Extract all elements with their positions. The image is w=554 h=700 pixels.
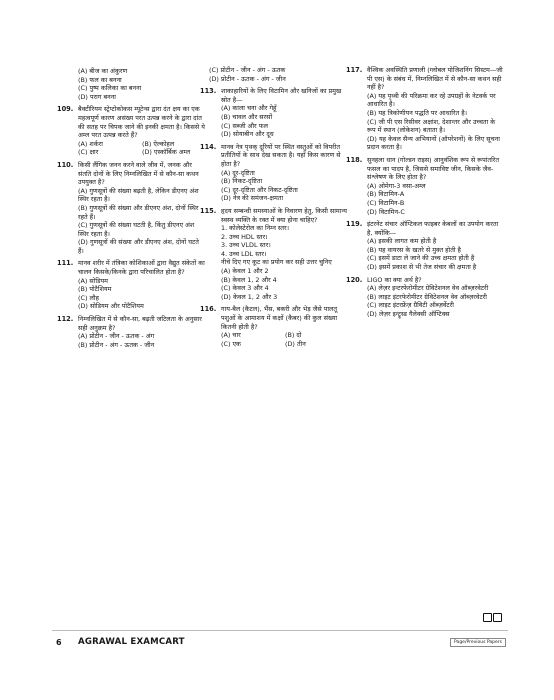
page-footer bbox=[52, 630, 508, 651]
option: (B) विटामिन-A bbox=[367, 190, 405, 199]
question-text: मानव शरीर में तंत्रिका कोशिकाओं द्वारा वैद्युत संकेतों का चालन किसके/किनके द्वारा परिचालित होता है? bbox=[78, 259, 205, 277]
question-118 bbox=[346, 155, 503, 216]
question-text: शाकाहारियों के लिए विटामिन और खनिजों का प्रमुख स्रोत है— bbox=[221, 87, 342, 104]
option: (D) नेत्र की समंजन-क्षमता bbox=[221, 194, 284, 203]
question-115 bbox=[200, 206, 349, 302]
statement: 4. उच्च LDL स्तर। bbox=[221, 249, 267, 258]
option: (C) गुणसूत्रों की संख्या घटती है, किंतु डीएनए अंश स्थिर रहता है। bbox=[78, 221, 195, 238]
option: (A) ओमेगा-3 वसा-अम्ल bbox=[367, 181, 426, 190]
option: (A) प्रोटीन - जीन - ऊतक - अंग bbox=[78, 332, 155, 341]
option: (C) पुष्प कलिका का बनना bbox=[78, 84, 142, 93]
option: (D) लेज़र इन्ट्रूस्ड गैलेक्सी ऑप्टिक्स bbox=[367, 310, 450, 319]
option: (C) प्रोटीन - जीन - अंग - ऊतक bbox=[209, 66, 286, 74]
option: (C) विटामिन-B bbox=[367, 198, 405, 207]
statement: 1. कोलेस्टेरोल का निम्न स्तर। bbox=[221, 224, 290, 233]
option: (A) शर्करा bbox=[78, 139, 103, 148]
question-text: सुनहला धान (गोल्डन राइस) आनुवंशिक रूप से रूपांतरित फसल का पादप है, जिससे समाविष्ट जीन, किसके जैव-संश्लेषण के लिए होता है? bbox=[367, 155, 499, 182]
option: (B) चावल और सरसों bbox=[221, 112, 273, 121]
option: (C) केवल 3 और 4 bbox=[221, 284, 269, 293]
option: (A) लेज़र इन्टरफेरोमीटर ग्रेविटेशनल वेव ऑब्ज़रवेटरी bbox=[367, 284, 489, 293]
option: (C) दूर-दृष्टिता और निकट-दृष्टिता bbox=[221, 185, 298, 194]
question-number: 109. bbox=[57, 105, 74, 114]
column-1 bbox=[57, 66, 206, 353]
option: (D) सोयाबीन और दूध bbox=[221, 130, 274, 139]
statement: 3. उच्च VLDL स्तर। bbox=[221, 241, 271, 250]
question-number: 111. bbox=[57, 259, 74, 268]
question-text: वैश्विक अवस्थिति प्रणाली (ग्लोबल पोजिशनिंग सिस्टम—जी पी एस) के संबंध में, निम्नलिखित में से कौन-सा कथन सही नहीं है? bbox=[367, 66, 503, 92]
end-mark-icon bbox=[482, 607, 502, 626]
question-text: हृदय सम्बन्धी समस्याओं के निवारण हेतु, किसी सामान्य स्वस्थ व्यक्ति के रक्त में क्या होना चाहिए? bbox=[221, 206, 347, 224]
question-117 bbox=[346, 66, 503, 152]
column-2 bbox=[200, 66, 349, 352]
pre-options-col1 bbox=[66, 67, 206, 101]
option: (D) विटामिन-C bbox=[367, 207, 405, 216]
question-number: 115. bbox=[200, 206, 217, 215]
option: (A) इसकी लागत कम होती है bbox=[367, 237, 437, 246]
question-number: 114. bbox=[200, 142, 217, 151]
question-text: निम्नलिखित में से कौन-सा, बढ़ती जटिलता के अनुसार सही अनुक्रम है? bbox=[78, 315, 202, 332]
option: (B) यह त्रिकोणीयन पद्धति पर आधारित है। bbox=[367, 108, 468, 117]
column-3 bbox=[346, 66, 503, 323]
options-grid bbox=[221, 331, 349, 348]
option: (C) सब्जी और फल bbox=[221, 121, 268, 130]
option: (D) पराग बनना bbox=[78, 92, 116, 101]
option: (D) एस्कॉर्बिक अम्ल bbox=[142, 148, 191, 157]
question-number: 117. bbox=[346, 66, 363, 74]
option: (D) यह केवल सैन्य अभियानों (ऑपरेशनों) के लिए सूचना प्रदान करता है। bbox=[367, 134, 500, 152]
instruction-text: नीचे दिए गए कूट का प्रयोग कर सही उत्तर चुनिए bbox=[221, 258, 332, 267]
question-number: 116. bbox=[200, 305, 217, 314]
question-110 bbox=[57, 160, 206, 256]
option: (D) तीन bbox=[285, 339, 306, 348]
option: (A) केवल 1 और 2 bbox=[221, 267, 269, 276]
question-number: 118. bbox=[346, 155, 363, 164]
option: (B) यह वायरस के खतरे से मुक्त होती है bbox=[367, 245, 461, 254]
options-grid bbox=[78, 140, 206, 157]
question-text: बैक्टीरियम स्ट्रेप्टोकोकस म्यूटेन्स द्वारा दंत क्षय का एक महत्वपूर्ण कारण असंख्य परत उत्पन्न करने के द्वारा दांत की सतह पर चिपक जाने की इनकी क्षमता है। किससे ये अम्ल परत उत्पन्न करते हैं? bbox=[78, 105, 205, 140]
question-number: 113. bbox=[200, 87, 217, 96]
footer-tag: Page/Previous Papers bbox=[450, 638, 506, 647]
option: (C) एक bbox=[221, 339, 241, 348]
question-number: 110. bbox=[57, 160, 74, 169]
option: (A) काला चना और गेहूँ bbox=[221, 104, 277, 113]
question-113 bbox=[200, 87, 349, 139]
option: (C) लौह bbox=[78, 293, 99, 302]
option: (D) केवल 1, 2 और 3 bbox=[221, 292, 278, 301]
question-114 bbox=[200, 142, 349, 203]
option: (B) फल का बनना bbox=[78, 75, 122, 84]
option: (B) दो bbox=[285, 331, 302, 340]
option: (A) बीज का अंकुरण bbox=[78, 67, 128, 75]
question-text: गाय-बैल (कैटल), भैंस, बकरी और भेड़ जैसे पालतू पशुओं के आमाशय में कक्षों (कैबर) की कुल संख्या कितनी होती है? bbox=[221, 305, 338, 331]
option: (B) लाइट इंटरफेरोमीटर ग्रेविटेशनल वेव ऑब्ज़रवेटरी bbox=[367, 292, 487, 301]
option: (B) पोटैशियम bbox=[78, 285, 112, 294]
brand-logo: AGRAWAL EXAMCART bbox=[78, 637, 185, 647]
statement: 2. उच्च HDL स्तर। bbox=[221, 232, 268, 241]
option: (D) इसमें प्रकाश से भी तेज संचार की क्षमता है bbox=[367, 263, 477, 272]
option: (D) गुणसूत्रों की संख्या और डीएनए अंश, दोनों घटते हैं। bbox=[78, 238, 199, 255]
option: (A) गुणसूत्रों की संख्या बढ़ती है, लेकिन डीएनए अंश स्थिर रहता है। bbox=[78, 186, 199, 204]
option: (C) लाइट इंटरफ्रेंज़ ग्रैविटी ऑब्ज़र्वेटरी bbox=[367, 301, 454, 310]
option: (B) निकट-दृष्टिता bbox=[221, 177, 263, 186]
option: (B) केवल 1, 2 और 4 bbox=[221, 275, 277, 284]
question-text: मानव नेत्र पृथक् दूरियों पर स्थित वस्तुओं को विपरीत प्रतीतियों के साथ देख सकता है। यहाँ किस कारण से होता है? bbox=[221, 142, 341, 168]
option: (A) दूर-दृष्टिता bbox=[221, 168, 255, 177]
question-text: LIGO का क्या अर्थ है? bbox=[367, 275, 422, 284]
option: (A) चार bbox=[221, 331, 241, 340]
option: (B) प्रोटीन - अंग - ऊतक - जीन bbox=[78, 340, 155, 349]
question-119 bbox=[346, 220, 503, 272]
question-text: किसी लैंगिक जनन करने वाले जीव में, जनक और संतति दोनों के लिए निम्नलिखित में से कौन-सा कथन उपयुक्त है? bbox=[78, 160, 199, 187]
option: (D) सोडियम और पोटैशियम bbox=[78, 302, 144, 311]
question-number: 112. bbox=[57, 315, 74, 324]
option: (C) इसमें डाटा ले जाने की उच्च क्षमता होती है bbox=[367, 254, 475, 263]
option: (C) क्षार bbox=[78, 148, 99, 157]
page-number: 6 bbox=[56, 638, 62, 647]
question-number: 119. bbox=[346, 220, 363, 229]
question-text: इंटरनेट संचार ऑप्टिकल फाइबर केबलों का उपयोग करता है, क्योंकि— bbox=[367, 220, 499, 237]
option: (C) जी पी एस रिसीवर अक्षांश, देशान्तर और उच्चता के रूप में स्थान (लोकेशन) बताता है। bbox=[367, 117, 496, 135]
option: (A) यह पृथ्वी की परिक्रमा कर रहे उपग्रहों के नेटवर्क पर आधारित है। bbox=[367, 91, 496, 109]
question-120 bbox=[346, 275, 503, 319]
question-112 bbox=[57, 315, 206, 349]
option: (A) सोडियम bbox=[78, 276, 108, 285]
question-109 bbox=[57, 105, 206, 157]
question-number: 120. bbox=[346, 275, 363, 284]
option: (B) गुणसूत्रों की संख्या और डीएनए अंश, दोनों स्थिर रहते हैं। bbox=[78, 203, 199, 221]
option: (B) ऐल्कोहल bbox=[142, 139, 175, 148]
question-111 bbox=[57, 259, 206, 311]
question-116 bbox=[200, 305, 349, 348]
option: (D) प्रोटीन - ऊतक - अंग - जीन bbox=[209, 74, 286, 83]
